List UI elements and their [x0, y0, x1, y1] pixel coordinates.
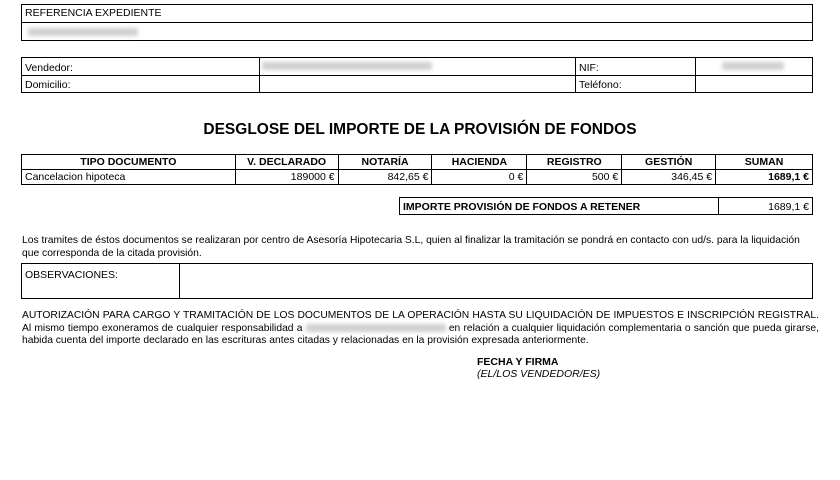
table-header-row — [22, 155, 813, 170]
importe-label: IMPORTE PROVISIÓN DE FONDOS A RETENER — [403, 201, 641, 213]
telefono-label: Teléfono: — [579, 79, 622, 91]
col-hacienda: HACIENDA — [432, 155, 527, 170]
seller-box — [21, 57, 813, 93]
cell-tipo-documento: Cancelacion hipoteca — [22, 170, 236, 185]
cell-gestion: 346,45 € — [622, 170, 716, 185]
table-row — [22, 170, 813, 185]
observaciones-label: OBSERVACIONES: — [25, 269, 118, 281]
vendedor-value-redacted — [262, 62, 432, 70]
desglose-table — [21, 154, 813, 185]
firma-sub: (EL/LOS VENDEDOR/ES) — [477, 368, 601, 380]
page-title: DESGLOSE DEL IMPORTE DE LA PROVISIÓN DE FONDOS — [203, 121, 637, 138]
tramites-text: Los tramites de éstos documentos se realizaran por centro de Asesoría Hipotecaria S.L, quien al finalizar la tramitación se pondrá en contacto con ud/s. para la liquidación que corresponda de la citada provisión. — [22, 235, 800, 259]
cell-v-declarado: 189000 € — [235, 170, 338, 185]
cell-notaria: 842,65 € — [338, 170, 432, 185]
cell-registro: 500 € — [527, 170, 622, 185]
col-notaria: NOTARÍA — [338, 155, 432, 170]
autorizacion-text — [22, 310, 819, 348]
vendedor-label: Vendedor: — [25, 62, 73, 74]
col-gestion: GESTIÓN — [622, 155, 716, 170]
observaciones-box — [21, 263, 813, 299]
redacted-company — [306, 324, 446, 332]
referencia-label: REFERENCIA EXPEDIENTE — [22, 5, 812, 23]
firma-label: FECHA Y FIRMA — [477, 356, 559, 368]
referencia-box — [21, 4, 813, 41]
domicilio-label: Domicilio: — [25, 79, 71, 91]
importe-value: 1689,1 € — [768, 201, 809, 213]
nif-label: NIF: — [579, 62, 599, 74]
col-v-declarado: V. DECLARADO — [235, 155, 338, 170]
col-suman: SUMAN — [716, 155, 813, 170]
autorizacion-part2: en relación a cualquier liquidación complementaria o sanción que pueda girarse, habida cuenta del importe declarado en las escrituras antes citadas y relacionadas en la provisión expresada anteriormente. — [22, 322, 819, 346]
cell-suman: 1689,1 € — [716, 170, 813, 185]
nif-value-redacted — [722, 62, 784, 70]
col-tipo-documento: TIPO DOCUMENTO — [22, 155, 236, 170]
col-registro: REGISTRO — [527, 155, 622, 170]
importe-box — [399, 197, 813, 215]
referencia-value-redacted — [28, 28, 138, 36]
autorizacion-part1: AUTORIZACIÓN PARA CARGO Y TRAMITACIÓN DE LOS DOCUMENTOS DE LA OPERACIÓN HASTA SU LIQUIDACIÓN DE IMPUESTOS E INSCRIPCIÓN REGISTRAL. Al mismo tiempo exoneramos de cualquier responsabilidad a — [22, 310, 819, 334]
cell-hacienda: 0 € — [432, 170, 527, 185]
